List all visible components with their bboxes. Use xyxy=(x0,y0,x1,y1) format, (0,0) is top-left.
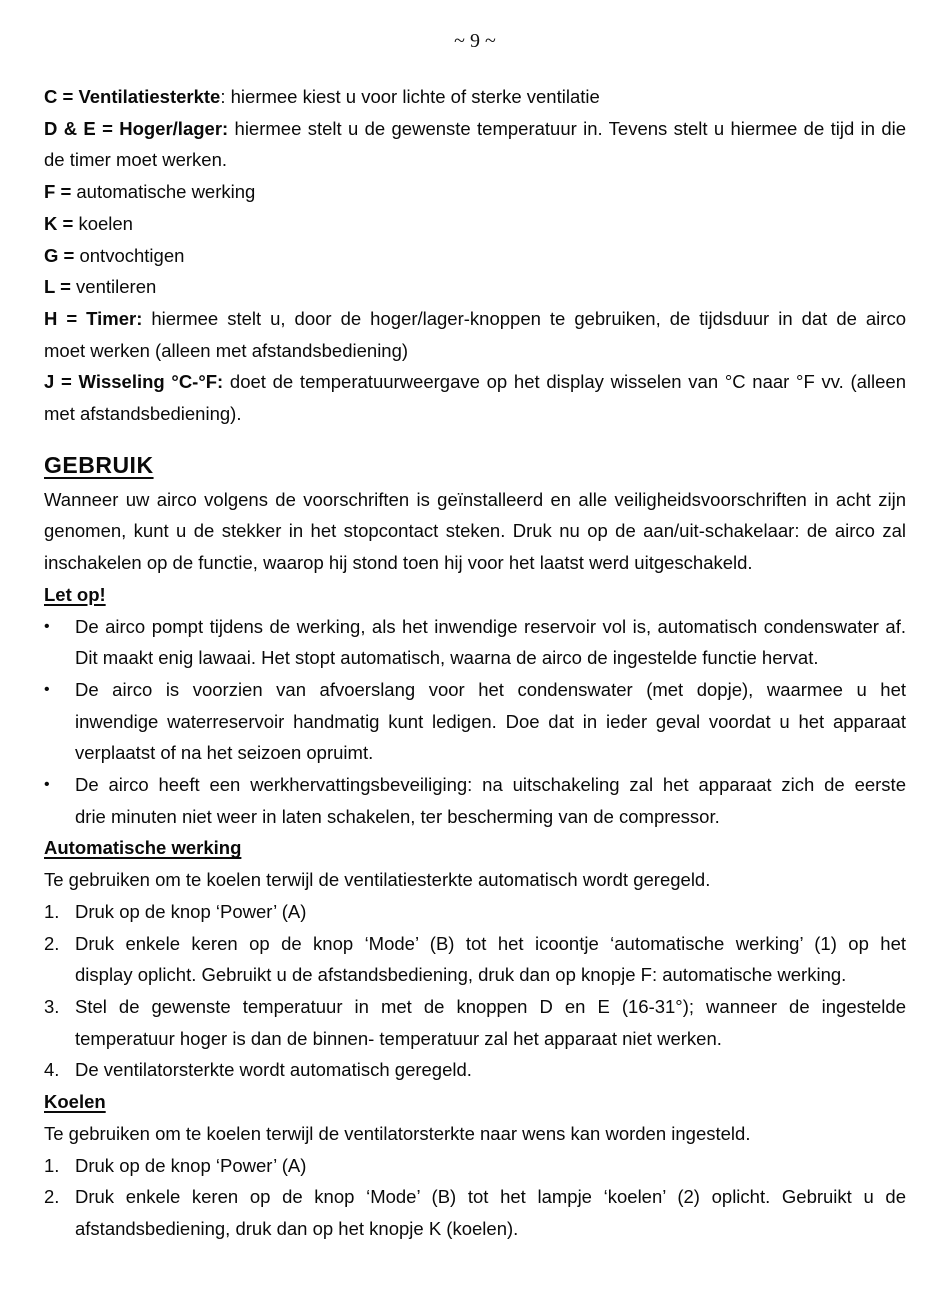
section-heading: GEBRUIK xyxy=(44,451,154,478)
text-line xyxy=(44,81,906,113)
text-segment: verplaatst of na het seizoen opruimt. xyxy=(75,742,374,764)
bold-text-segment: F = xyxy=(44,181,72,203)
text-segment: Stel de gewenste temperatuur in met de knoppen D en E (16-31°); wanneer de ingestelde xyxy=(75,995,906,1017)
text-segment: De airco is voorzien van afvoerslang voor het condenswater (met dopje), waarmee u het xyxy=(75,678,906,700)
text-line xyxy=(44,303,906,335)
text-segment: drie minuten niet weer in laten schakelen, ter bescherming van de compressor. xyxy=(75,805,720,827)
list-item-text xyxy=(75,991,906,1023)
list-item-text xyxy=(75,1054,906,1086)
list-item-continuation xyxy=(44,737,906,769)
list-item-text xyxy=(75,928,906,960)
text-segment: inwendige waterreservoir handmatig kunt ledigen. Doe dat in ieder geval voordat u het apparaat xyxy=(75,710,906,732)
list-item-text xyxy=(75,674,906,706)
text-line xyxy=(44,144,906,176)
text-line xyxy=(44,208,906,240)
list-item xyxy=(44,896,906,928)
list-item-text xyxy=(75,896,906,928)
list-item-continuation xyxy=(44,801,906,833)
list-item-continuation xyxy=(44,642,906,674)
list-item-text xyxy=(75,1150,906,1182)
text-line xyxy=(44,547,906,579)
text-segment: Te gebruiken om te koelen terwijl de ventilatiesterkte automatisch wordt geregeld. xyxy=(44,869,711,891)
sub-heading: Automatische werking xyxy=(44,837,242,859)
bold-text-segment: D & E = Hoger/lager: xyxy=(44,117,229,139)
list-item-continuation xyxy=(44,1213,906,1245)
bullet-marker: • xyxy=(44,617,50,635)
bold-text-segment: H = Timer: xyxy=(44,307,143,329)
text-line xyxy=(44,271,906,303)
list-item-continuation xyxy=(44,959,906,991)
text-line xyxy=(44,240,906,272)
bold-text-segment: J = Wisseling °C-°F: xyxy=(44,371,224,393)
text-segment: koelen xyxy=(73,212,133,234)
text-segment: : hiermee kiest u voor lichte of sterke ventilatie xyxy=(220,86,600,107)
list-item xyxy=(44,928,906,960)
text-segment: Druk enkele keren op de knop ‘Mode’ (B) tot het lampje ‘koelen’ (2) oplicht. Gebruikt u de xyxy=(75,1186,906,1208)
bullet-marker: • xyxy=(44,680,50,698)
bullet-marker: • xyxy=(44,776,50,794)
text-segment: doet de temperatuurweergave op het display wisselen van °C naar °F vv. (alleen xyxy=(223,371,906,393)
list-item-text xyxy=(75,1181,906,1213)
text-segment: Te gebruiken om te koelen terwijl de ventilatorsterkte naar wens kan worden ingesteld. xyxy=(44,1122,751,1144)
list-item xyxy=(44,769,906,801)
sub-heading: Koelen xyxy=(44,1091,106,1113)
list-item-continuation xyxy=(44,1023,906,1055)
list-item xyxy=(44,1181,906,1213)
number-marker: 3. xyxy=(44,995,60,1017)
text-line xyxy=(44,366,906,398)
list-item xyxy=(44,1150,906,1182)
list-item-text xyxy=(75,769,906,801)
bold-text-segment: G = xyxy=(44,244,75,266)
text-segment: De ventilatorsterkte wordt automatisch geregeld. xyxy=(75,1059,472,1081)
number-marker: 1. xyxy=(44,900,60,922)
text-segment: automatische werking xyxy=(71,181,256,203)
bold-text-segment: K = xyxy=(44,212,74,234)
text-segment: genomen, kunt u de stekker in het stopcontact steken. Druk nu op de aan/uit-schakelaar: de airco zal xyxy=(44,520,906,542)
text-line xyxy=(44,176,906,208)
list-item xyxy=(44,1054,906,1086)
text-segment: met afstandsbediening). xyxy=(44,403,242,425)
document-body xyxy=(44,81,906,1245)
text-segment: ventileren xyxy=(70,276,157,298)
text-line xyxy=(44,1118,906,1150)
text-segment: Wanneer uw airco volgens de voorschriften is geïnstalleerd en alle veiligheidsvoorschriften in acht zijn xyxy=(44,488,906,510)
text-segment: Dit maakt enig lawaai. Het stopt automatisch, waarna de airco de ingestelde functie hervat. xyxy=(75,647,819,669)
text-line xyxy=(44,398,906,430)
text-segment: Druk op de knop ‘Power’ (A) xyxy=(75,1154,307,1176)
list-item-text xyxy=(75,611,906,643)
text-segment: ontvochtigen xyxy=(74,244,185,266)
text-segment: display oplicht. Gebruikt u de afstandsbediening, druk dan op knopje F: automatische werking. xyxy=(75,964,847,986)
number-marker: 2. xyxy=(44,932,60,954)
number-marker: 2. xyxy=(44,1186,60,1208)
text-segment: de timer moet werken. xyxy=(44,149,228,171)
list-item-continuation xyxy=(44,706,906,738)
text-segment: hiermee stelt u, door de hoger/lager-knoppen te gebruiken, de tijdsduur in dat de airco xyxy=(142,307,906,329)
text-segment: De airco pompt tijdens de werking, als het inwendige reservoir vol is, automatisch condenswater af. xyxy=(75,615,906,637)
bold-text-segment: L = xyxy=(44,276,71,298)
text-line xyxy=(44,335,906,367)
text-segment: De airco heeft een werkhervattingsbeveiliging: na uitschakeling zal het apparaat zich de eerste xyxy=(75,774,906,796)
text-segment: afstandsbediening, druk dan op het knopje K (koelen). xyxy=(75,1217,519,1239)
list-item xyxy=(44,991,906,1023)
text-segment: inschakelen op de functie, waarop hij stond toen hij voor het laatst werd uitgeschakeld. xyxy=(44,552,753,574)
text-segment: Druk enkele keren op de knop ‘Mode’ (B) tot het icoontje ‘automatische werking’ (1) op het xyxy=(75,932,906,954)
number-marker: 4. xyxy=(44,1059,60,1081)
sub-heading: Let op! xyxy=(44,583,106,605)
text-segment: hiermee stelt u de gewenste temperatuur in. Tevens stelt u hiermee de tijd in die xyxy=(228,117,907,139)
text-line xyxy=(44,484,906,516)
number-marker: 1. xyxy=(44,1154,60,1176)
text-segment: moet werken (alleen met afstandsbediening) xyxy=(44,339,409,361)
list-item xyxy=(44,611,906,643)
bold-text-segment: C = Ventilatiesterkte xyxy=(44,86,221,107)
page-number: ~ 9 ~ xyxy=(454,30,496,52)
text-line xyxy=(44,113,906,145)
text-line xyxy=(44,515,906,547)
text-line xyxy=(44,864,906,896)
list-item xyxy=(44,674,906,706)
text-segment: Druk op de knop ‘Power’ (A) xyxy=(75,900,307,922)
text-segment: temperatuur hoger is dan de binnen- temperatuur zal het apparaat niet werken. xyxy=(75,1027,722,1049)
